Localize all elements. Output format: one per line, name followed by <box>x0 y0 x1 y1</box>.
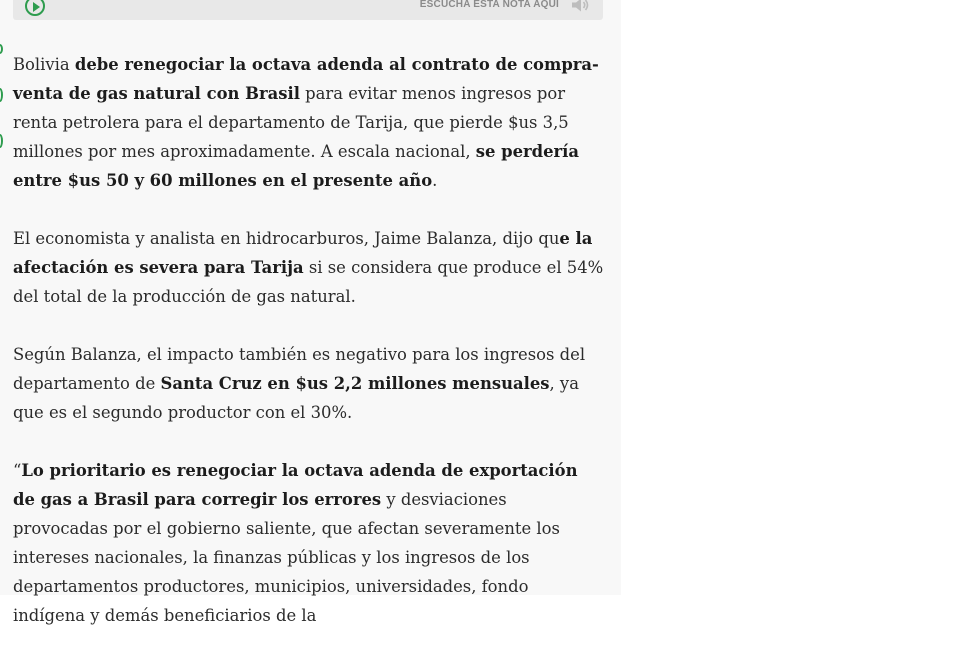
audio-player-label[interactable]: ESCUCHA ESTA NOTA AQUÍ <box>419 0 559 10</box>
text-run: Según Balanza, el impacto también es negativo para los ingresos del departamento de <box>13 345 586 393</box>
speaker-icon[interactable] <box>571 0 591 12</box>
text-run: El economista y analista en hidrocarburos, Jaime Balanza, dijo qu <box>13 229 560 248</box>
text-run: Bolivia <box>13 55 75 74</box>
article-body <box>13 50 605 659</box>
article-paragraph <box>13 340 605 427</box>
share-sidebar-edge-icon[interactable] <box>0 88 3 102</box>
share-sidebar-edge-icon[interactable] <box>0 134 3 148</box>
text-run: si se considera que produce el 54% del total de la producción de gas natural. <box>13 258 604 306</box>
article-paragraph <box>13 50 605 195</box>
bold-text-run: se perdería entre $us 50 y 60 millones en el presente año <box>13 142 580 190</box>
bold-text-run: Santa Cruz en $us 2,2 millones mensuales <box>160 374 550 393</box>
bold-text-run: Lo prioritario es renegociar la octava adenda de exportación de gas a Brasil para corregir los errores <box>13 461 578 509</box>
text-run: “ <box>13 461 22 480</box>
play-circle-icon[interactable] <box>25 0 45 16</box>
text-run: , ya que es el segundo productor con el 30%. <box>13 374 579 422</box>
text-run: para evitar menos ingresos por renta petrolera para el departamento de Tarija, que pierde $us 3,5 millones por mes aproximadamente. A escala nacional, <box>13 84 569 161</box>
bold-text-run: debe renegociar la octava adenda al contrato de compra- venta de gas natural con Brasil <box>13 55 599 103</box>
article-paragraph <box>13 456 605 630</box>
text-run: . <box>432 171 438 190</box>
text-run: y desviaciones provocadas por el gobierno saliente, que afectan severamente los intereses nacionales, la finanzas públicas y los ingresos de los departamentos productores, municipios, universidades, fondo indígena y demás beneficiarios de la <box>13 490 560 625</box>
article-paragraph <box>13 224 605 311</box>
bold-text-run: e la afectación es severa para Tarija <box>13 229 593 277</box>
share-sidebar-edge-icon[interactable] <box>0 44 3 54</box>
audio-player[interactable] <box>13 0 603 20</box>
